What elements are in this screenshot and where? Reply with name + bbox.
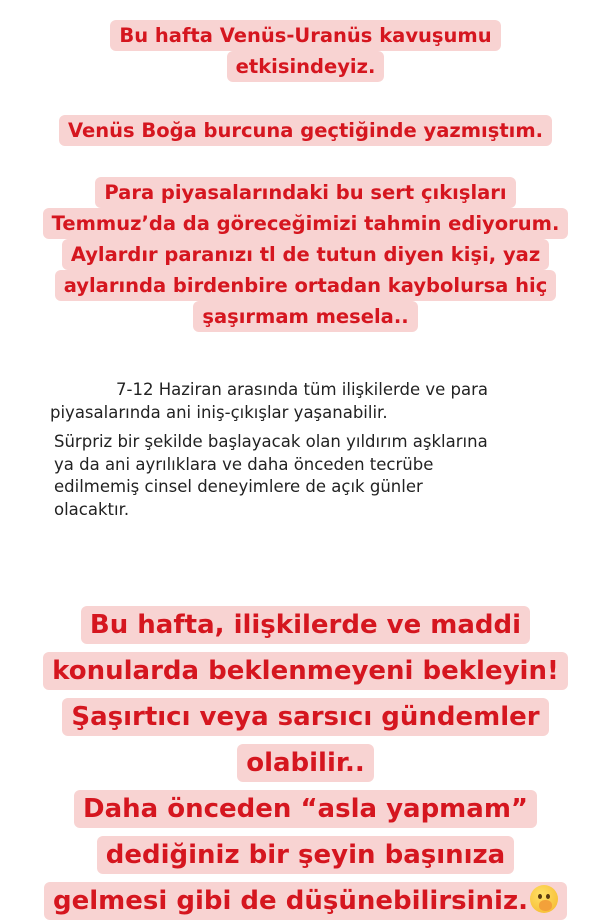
- text-line: gelmesi gibi de düşünebilirsiniz.: [53, 886, 528, 916]
- story-text-block-5: [0, 602, 611, 924]
- text-line: dediğiniz bir şeyin başınıza: [105, 840, 506, 870]
- story-text-block-3: [0, 177, 611, 332]
- highlighted-text: [59, 115, 552, 146]
- highlighted-text: [43, 606, 568, 920]
- highlighted-text: [110, 20, 500, 82]
- screenshot-note: [0, 379, 611, 521]
- note-line: 7-12 Haziran arasında tüm ilişkilerde ve para: [116, 380, 488, 399]
- text-line: Daha önceden “asla yapmam”: [83, 794, 528, 824]
- text-line: Venüs Boğa burcuna geçtiğinde yazmıştım.: [67, 119, 544, 142]
- text-line: konularda beklenmeyeni bekleyin!: [52, 656, 559, 686]
- text-line: olabilir..: [246, 748, 365, 778]
- text-line: Şaşırtıcı veya sarsıcı gündemler: [71, 702, 540, 732]
- note-line: Sürpriz bir şekilde başlayacak olan yıldırım aşklarına: [54, 432, 488, 451]
- text-line: Bu hafta, ilişkilerde ve maddi: [89, 610, 522, 640]
- note-line: olacaktır.: [54, 499, 130, 519]
- text-line: etkisindeyiz.: [235, 55, 376, 78]
- text-line: şaşırmam mesela..: [202, 305, 409, 328]
- story-text-block-2: [0, 115, 611, 146]
- note-paragraph-2: [0, 431, 611, 521]
- text-line: Temmuz’da da göreceğimizi tahmin ediyorum.: [51, 212, 560, 235]
- note-line: edilmemiş cinsel deneyimlere de açık günler: [54, 477, 423, 496]
- hand-over-mouth-emoji-icon: [530, 885, 558, 913]
- note-line: piyasalarında ani iniş-çıkışlar yaşanabilir.: [50, 402, 388, 422]
- highlighted-text: [43, 177, 569, 332]
- text-line: aylarında birdenbire ortadan kaybolursa hiç: [63, 274, 548, 297]
- story-text-block-1: [0, 20, 611, 82]
- text-line: Para piyasalarındaki bu sert çıkışları: [104, 181, 507, 204]
- text-line: Bu hafta Venüs-Uranüs kavuşumu: [119, 24, 492, 47]
- text-line: Aylardır paranızı tl de tutun diyen kişi, yaz: [70, 243, 541, 266]
- note-line: ya da ani ayrılıklara ve daha önceden tecrübe: [54, 454, 434, 474]
- note-paragraph-1: [0, 379, 611, 424]
